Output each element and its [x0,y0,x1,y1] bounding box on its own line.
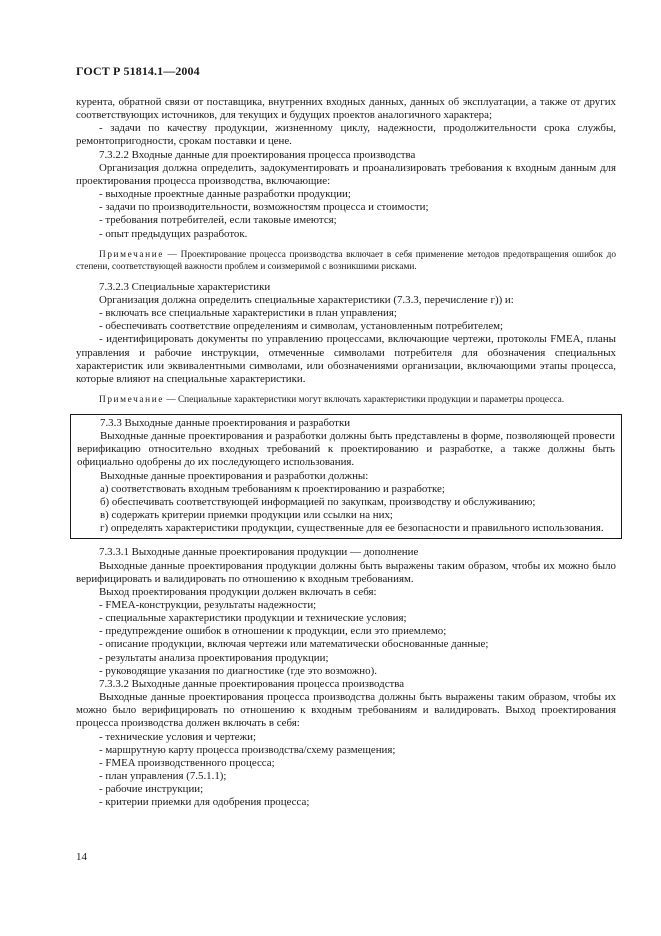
section-heading-7-3-2-3: 7.3.2.3 Специальные характеристики [99,280,271,293]
list-item: - включать все специальные характеристики в план управления; [99,307,397,320]
list-item: - выходные проектные данные разработки продукции; [99,188,351,201]
list-item: - FMEA-конструкции, результаты надежности; [99,599,317,611]
note-1 [76,249,616,273]
note-label: Примечание [99,249,164,260]
list-item: - FMEA производственного процесса; [99,756,275,769]
paragraph-continuation: курента, обратной связи от поставщика, внутренних входных данных, данных об эксплуатации, а также от других соответствующих источников, для текущих и будущих проектов аналогичного характера; [76,96,616,122]
list-item: - результаты анализа проектирования продукции; [99,651,329,664]
section-heading-7-3-3-1: 7.3.3.1 Выходные данные проектирования продукции — дополнение [99,546,419,559]
list-item: - опыт предыдущих разработок. [99,227,248,240]
page-number: 14 [76,851,87,863]
list-item: в) содержать критерии приемки продукции или ссылки на них; [100,509,393,522]
paragraph: Выходные данные проектирования и разработки должны быть представлены в форме, позволяющей провести верификацию относительно входных требований к проектированию и разработке, а также должны быть официально одобрены до их последующего использования. [77,430,615,469]
paragraph: Выходные данные проектирования продукции должны быть выражены таким образом, чтобы их можно было верифицировать и валидировать по отношению к входным требованиям. [76,559,616,585]
list-item: - маршрутную карту процесса производства/схему размещения; [99,743,396,756]
paragraph: Выходные данные проектирования процесса производства должны быть выражены таким образом, чтобы их можно было верифицировать по отношению к входным требованиям и валидировать. Выход проектирования процесса производства должен включать в себя: [76,691,616,730]
list-item: - задачи по производительности, возможностям процесса и стоимости; [99,201,429,214]
section-heading-7-3-2-2: 7.3.2.2 Входные данные для проектирования процесса производства [99,148,416,161]
note-label: Примечание [99,394,164,405]
section-heading-7-3-3-2: 7.3.3.2 Выходные данные проектирования процесса производства [99,677,405,690]
list-item: - критерии приемки для одобрения процесса; [99,796,310,809]
list-item: - задачи по качеству продукции, жизненному циклу, надежности, продолжительности срока службы, ремонтопригодности, срокам поставки и цене. [76,122,616,148]
list-item: - рабочие инструкции; [99,783,204,796]
list-item: а) соответствовать входным требованиям к проектированию и разработке; [100,482,445,495]
paragraph: Организация должна определить, задокументировать и проанализировать требования к входным данным для проектирования процесса производства, включающие: [76,161,616,187]
list-item: - руководящие указания по диагностике (где это возможно). [99,664,377,677]
list-item: - описание продукции, включая чертежи или математически обоснованные данные; [99,638,489,651]
list-item: - требования потребителей, если таковые имеются; [99,214,337,227]
list-item: - обеспечивать соответствие определениям и символам, установленным потребителем; [99,320,504,333]
list-item: б) обеспечивать соответствующей информацией по закупкам, производству и обслуживанию; [100,495,536,508]
list-item: - специальные характеристики продукции и технические условия; [99,612,407,625]
page-header-title: ГОСТ Р 51814.1—2004 [76,64,200,78]
list-item: - технические условия и чертежи; [99,730,256,743]
note-2 [76,394,616,406]
list-item: - идентифицировать документы по управлению процессами, включающие чертежи, протоколы FMEA, планы управления и рабочие инструкции, отмеченные символами потребителя для обозначения специальных характеристик или эквивалентными символами, или обозначениями организации, включающими этапы процесса, которые влияют на специальные характеристики. [76,333,616,385]
paragraph: Организация должна определить специальные характеристики (7.3.3, перечисление г)) и: [99,293,514,306]
document-page [76,64,616,810]
note-text: — Проектирование процесса производства включает в себя применение методов предотвращения ошибок до степени, соответствующей важности проблем и соизмеримой с возникшими рисками. [76,249,616,272]
list-item: - предупреждение ошибок в отношении к продукции, если это приемлемо; [99,625,447,638]
section-heading-7-3-3: 7.3.3 Выходные данные проектирования и разработки [100,416,351,429]
paragraph: Выход проектирования продукции должен включать в себя: [99,585,377,598]
list-item: - план управления (7.5.1.1); [99,770,227,783]
note-text: — Специальные характеристики могут включать характеристики продукции и параметры процесса. [164,394,565,405]
framed-section-7-3-3 [70,414,622,539]
paragraph: Выходные данные проектирования и разработки должны: [100,469,369,482]
list-item: г) определять характеристики продукции, существенные для ее безопасности и правильного использования. [100,522,604,535]
